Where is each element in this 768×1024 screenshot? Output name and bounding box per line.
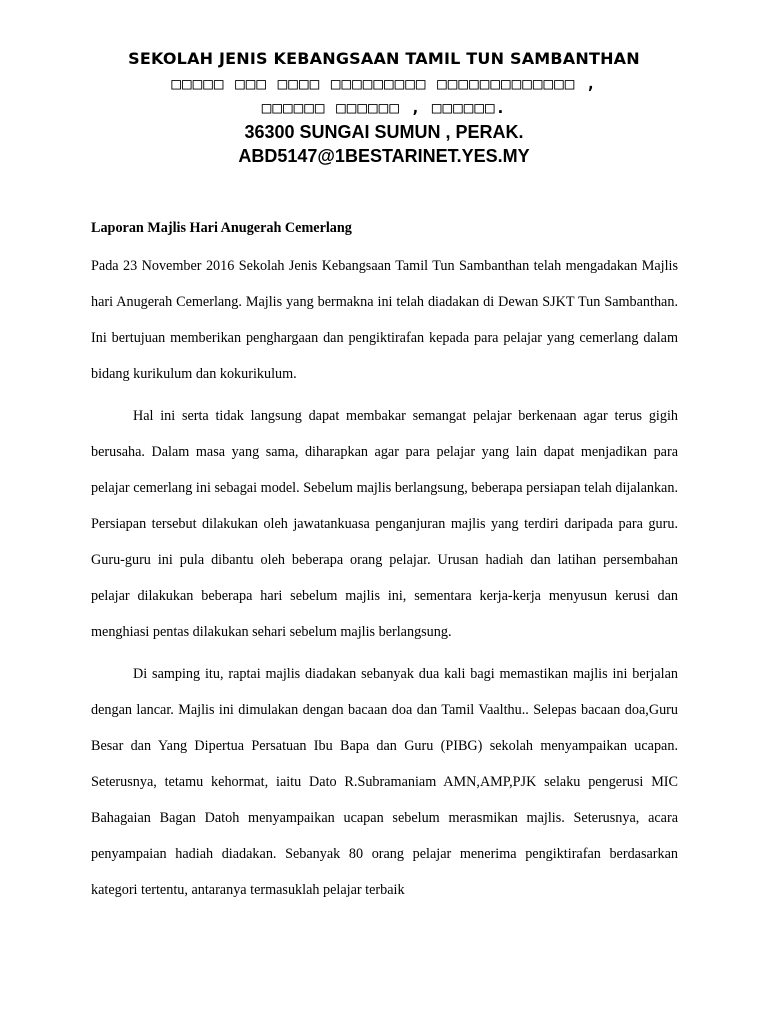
postal-address: 36300 SUNGAI SUMUN , PERAK. xyxy=(244,122,524,142)
school-name: SEKOLAH JENIS KEBANGSAAN TAMIL TUN SAMBANTHAN xyxy=(128,49,640,68)
paragraph-1: Pada 23 November 2016 Sekolah Jenis Kebangsaan Tamil Tun Sambanthan telah mengadakan Majlis hari Anugerah Cemerlang. Majlis yang bermakna ini telah diadakan di Dewan SJKT Tun Sambanthan. Ini bertujuan memberikan penghargaan dan pengiktirafan kepada para pelajar yang cemerlang dalam bidang kurikulum dan kokurikulum. xyxy=(91,258,678,382)
tamil-address-line-2: □□□□□□ □□□□□□ , □□□□□□. xyxy=(261,98,507,117)
school-email: ABD5147@1BESTARINET.YES.MY xyxy=(238,146,530,166)
paragraph-2: Hal ini serta tidak langsung dapat membakar semangat pelajar berkenaan agar terus gigih berusaha. Dalam masa yang sama, diharapkan agar para pelajar yang lain dapat menjadikan para pelajar cemerlang ini sebagai model. Sebelum majlis berlangsung, beberapa persiapan telah dijalankan. Persiapan tersebut dilakukan oleh jawatankuasa penganjuran majlis yang terdiri daripada para guru. Guru-guru ini pula dibantu oleh beberapa orang pelajar. Urusan hadiah dan latihan persembahan pelajar dilakukan beberapa hari sebelum majlis ini, sementara kerja-kerja menyusun kerusi dan menghiasi pentas dilakukan sehari sebelum majlis berlangsung. xyxy=(91,408,678,640)
letterhead xyxy=(60,46,708,168)
tamil-address-line-1: □□□□□ □□□ □□□□ □□□□□□□□□ □□□□□□□□□□□□□ , xyxy=(171,74,597,93)
report-body xyxy=(91,216,678,908)
paragraph-3: Di samping itu, raptai majlis diadakan sebanyak dua kali bagi memastikan majlis ini berjalan dengan lancar. Majlis ini dimulakan dengan bacaan doa dan Tamil Vaalthu.. Selepas bacaan doa,Guru Besar dan Yang Dipertua Persatuan Ibu Bapa dan Guru (PIBG) sekolah menyampaikan ucapan. Seterusnya, tetamu kehormat, iaitu Dato R.Subramaniam AMN,AMP,PJK selaku pengerusi MIC Bahagaian Bagan Datoh menyampaikan ucapan sebelum merasmikan majlis. Seterusnya, acara penyampaian hadiah diadakan. Sebanyak 80 orang pelajar menerima pengiktirafan berdasarkan kategori tertentu, antaranya termasuklah pelajar terbaik xyxy=(91,666,678,898)
report-title: Laporan Majlis Hari Anugerah Cemerlang xyxy=(91,220,352,236)
